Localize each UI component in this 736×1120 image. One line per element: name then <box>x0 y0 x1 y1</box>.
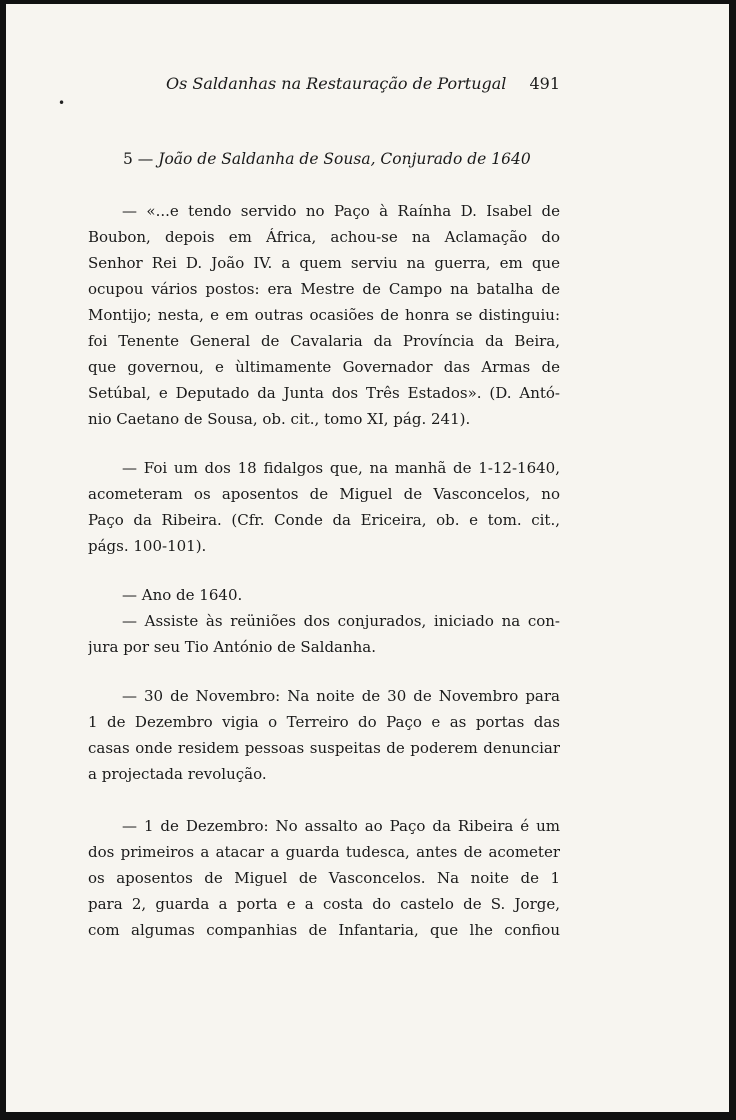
running-head-title: Os Saldanhas na Restauração de Portugal <box>166 74 507 93</box>
text-line: jura por seu Tio António de Saldanha. <box>88 638 377 656</box>
section-heading <box>123 150 531 168</box>
text-line: casas onde residem pessoas suspeitas de poderem denunciar <box>88 739 560 757</box>
text-line: Paço da Ribeira. (Cfr. Conde da Ericeira, ob. e tom. cit., <box>88 511 560 529</box>
text-line: — Ano de 1640. <box>122 586 243 604</box>
text-line: nio Caetano de Sousa, ob. cit., tomo XI, pág. 241). <box>88 410 471 428</box>
text-line: — Assiste às reüniões dos conjurados, iniciado na con- <box>122 612 560 630</box>
text-line: — «...e tendo servido no Paço à Raínha D. Isabel de <box>122 202 560 220</box>
text-line: a projectada revolução. <box>88 765 267 783</box>
paragraph-1 <box>88 198 560 432</box>
paragraph-4 <box>88 683 560 787</box>
text-line: Senhor Rei D. João IV. a quem serviu na guerra, em que <box>88 254 560 272</box>
page-number: 491 <box>529 74 560 93</box>
margin-mark: • <box>58 96 66 110</box>
text-line: os aposentos de Miguel de Vasconcelos. Na noite de 1 <box>88 869 560 887</box>
paragraph-5 <box>88 813 560 943</box>
text-line: dos primeiros a atacar a guarda tudesca, antes de acometer <box>88 843 560 861</box>
section-title: João de Saldanha de Sousa, Conjurado de 1640 <box>158 150 531 168</box>
text-line: que governou, e ùltimamente Governador das Armas de <box>88 358 560 376</box>
paragraph-3 <box>88 582 560 660</box>
text-line: ocupou vários postos: era Mestre de Campo na batalha de <box>88 280 560 298</box>
section-number: 5 — <box>123 150 154 168</box>
text-line: — 30 de Novembro: Na noite de 30 de Novembro para <box>122 687 560 705</box>
text-line: acometeram os aposentos de Miguel de Vasconcelos, no <box>88 485 560 503</box>
text-line: para 2, guarda a porta e a costa do castelo de S. Jorge, <box>88 895 560 913</box>
text-line: com algumas companhias de Infantaria, que lhe confiou <box>88 921 560 939</box>
running-head <box>80 74 560 98</box>
text-line: Boubon, depois em África, achou-se na Aclamação do <box>88 228 560 246</box>
text-line: 1 de Dezembro vigia o Terreiro do Paço e as portas das <box>88 713 560 731</box>
text-line: págs. 100-101). <box>88 537 207 555</box>
text-line: — 1 de Dezembro: No assalto ao Paço da Ribeira é um <box>122 817 560 835</box>
text-line: foi Tenente General de Cavalaria da Província da Beira, <box>88 332 560 350</box>
text-line: Montijo; nesta, e em outras ocasiões de honra se distinguiu: <box>88 306 560 324</box>
paragraph-2 <box>88 455 560 559</box>
text-line: Setúbal, e Deputado da Junta dos Três Estados». (D. Antó- <box>88 384 560 402</box>
text-line: — Foi um dos 18 fidalgos que, na manhã de 1-12-1640, <box>122 459 560 477</box>
